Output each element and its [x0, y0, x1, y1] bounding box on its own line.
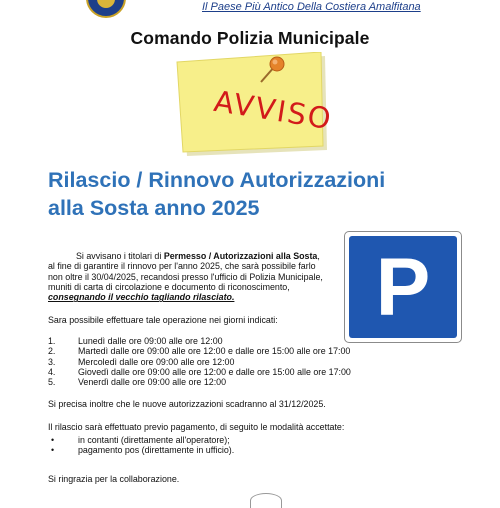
intro-line-3: non oltre il 30/04/2025, recandosi presso l'ufficio di Polizia Municipale, [48, 271, 323, 282]
schedule-item [48, 336, 351, 346]
intro-line-1-part-2: , [317, 251, 320, 261]
schedule-item [48, 367, 351, 377]
schedule-item-number: 1. [48, 336, 56, 346]
bullet-icon: • [51, 445, 55, 456]
payment-method-item [48, 435, 234, 445]
schedule-item-text: Venerdì dalle ore 09:00 alle ore 12:00 [78, 377, 227, 388]
official-stamp-icon [250, 493, 282, 508]
schedule-item-text: Lunedì dalle ore 09:00 alle ore 12:00 [78, 336, 223, 346]
parking-sign-letter: P [375, 242, 431, 333]
document-title-line-2: alla Sosta anno 2025 [48, 196, 260, 220]
schedule-list [48, 336, 351, 387]
schedule-item-text: Mercoledì dalle ore 09:00 alle ore 12:00 [78, 356, 235, 367]
payment-methods-list [48, 435, 234, 456]
schedule-item-text: Martedì dalle ore 09:00 alle ore 12:00 e dalle ore 15:00 alle ore 17:00 [78, 346, 351, 357]
intro-line-1-bold: Permesso / Autorizzazioni alla Sosta [163, 251, 318, 261]
payment-method-text: in contanti (direttamente all'operatore); [78, 435, 230, 445]
office-title: Comando Polizia Municipale [130, 28, 370, 48]
schedule-item-number: 2. [48, 346, 56, 357]
schedule-item [48, 357, 351, 367]
intro-line-4: muniti di carta di circolazione e documento di riconoscimento, [48, 281, 290, 292]
schedule-item-number: 3. [48, 356, 56, 367]
document-title-line-1: Rilascio / Rinnovo Autorizzazioni [48, 168, 386, 192]
intro-line-1-part-1: Si avvisano i titolari di [76, 251, 164, 261]
town-tagline: Il Paese Più Antico Della Costiera Amalfitana [202, 1, 421, 13]
schedule-item-number: 4. [48, 366, 56, 377]
bullet-icon: • [51, 435, 55, 445]
payment-method-text: pagamento pos (direttamente in ufficio). [78, 445, 235, 456]
schedule-item [48, 377, 351, 387]
crest-emblem-icon [97, 0, 115, 8]
payment-method-item [48, 445, 234, 455]
thanks-note: Si ringrazia per la collaborazione. [48, 474, 180, 484]
schedule-item [48, 346, 351, 356]
schedule-intro: Sara possibile effettuare tale operazione nei giorni indicati: [48, 315, 278, 325]
intro-line-2: al fine di garantire il rinnovo per l'anno 2025, che sarà possibile farlo [48, 261, 316, 272]
schedule-item-text: Giovedì dalle ore 09:00 alle ore 12:00 e dalle ore 15:00 alle ore 17:00 [78, 366, 351, 377]
schedule-item-number: 5. [48, 377, 56, 388]
intro-line-5: consegnando il vecchio tagliando rilasciato. [48, 292, 235, 303]
municipal-crest-icon [86, 0, 126, 18]
expiry-note: Si precisa inoltre che le nuove autorizzazioni scadranno al 31/12/2025. [48, 399, 326, 409]
parking-sign-icon [344, 231, 462, 343]
intro-paragraph [48, 251, 338, 302]
document-title [48, 166, 385, 222]
avviso-label: AVVISO [211, 84, 335, 137]
payment-intro: Il rilascio sarà effettuato previo pagamento, di seguito le modalità accettate: [48, 422, 345, 432]
